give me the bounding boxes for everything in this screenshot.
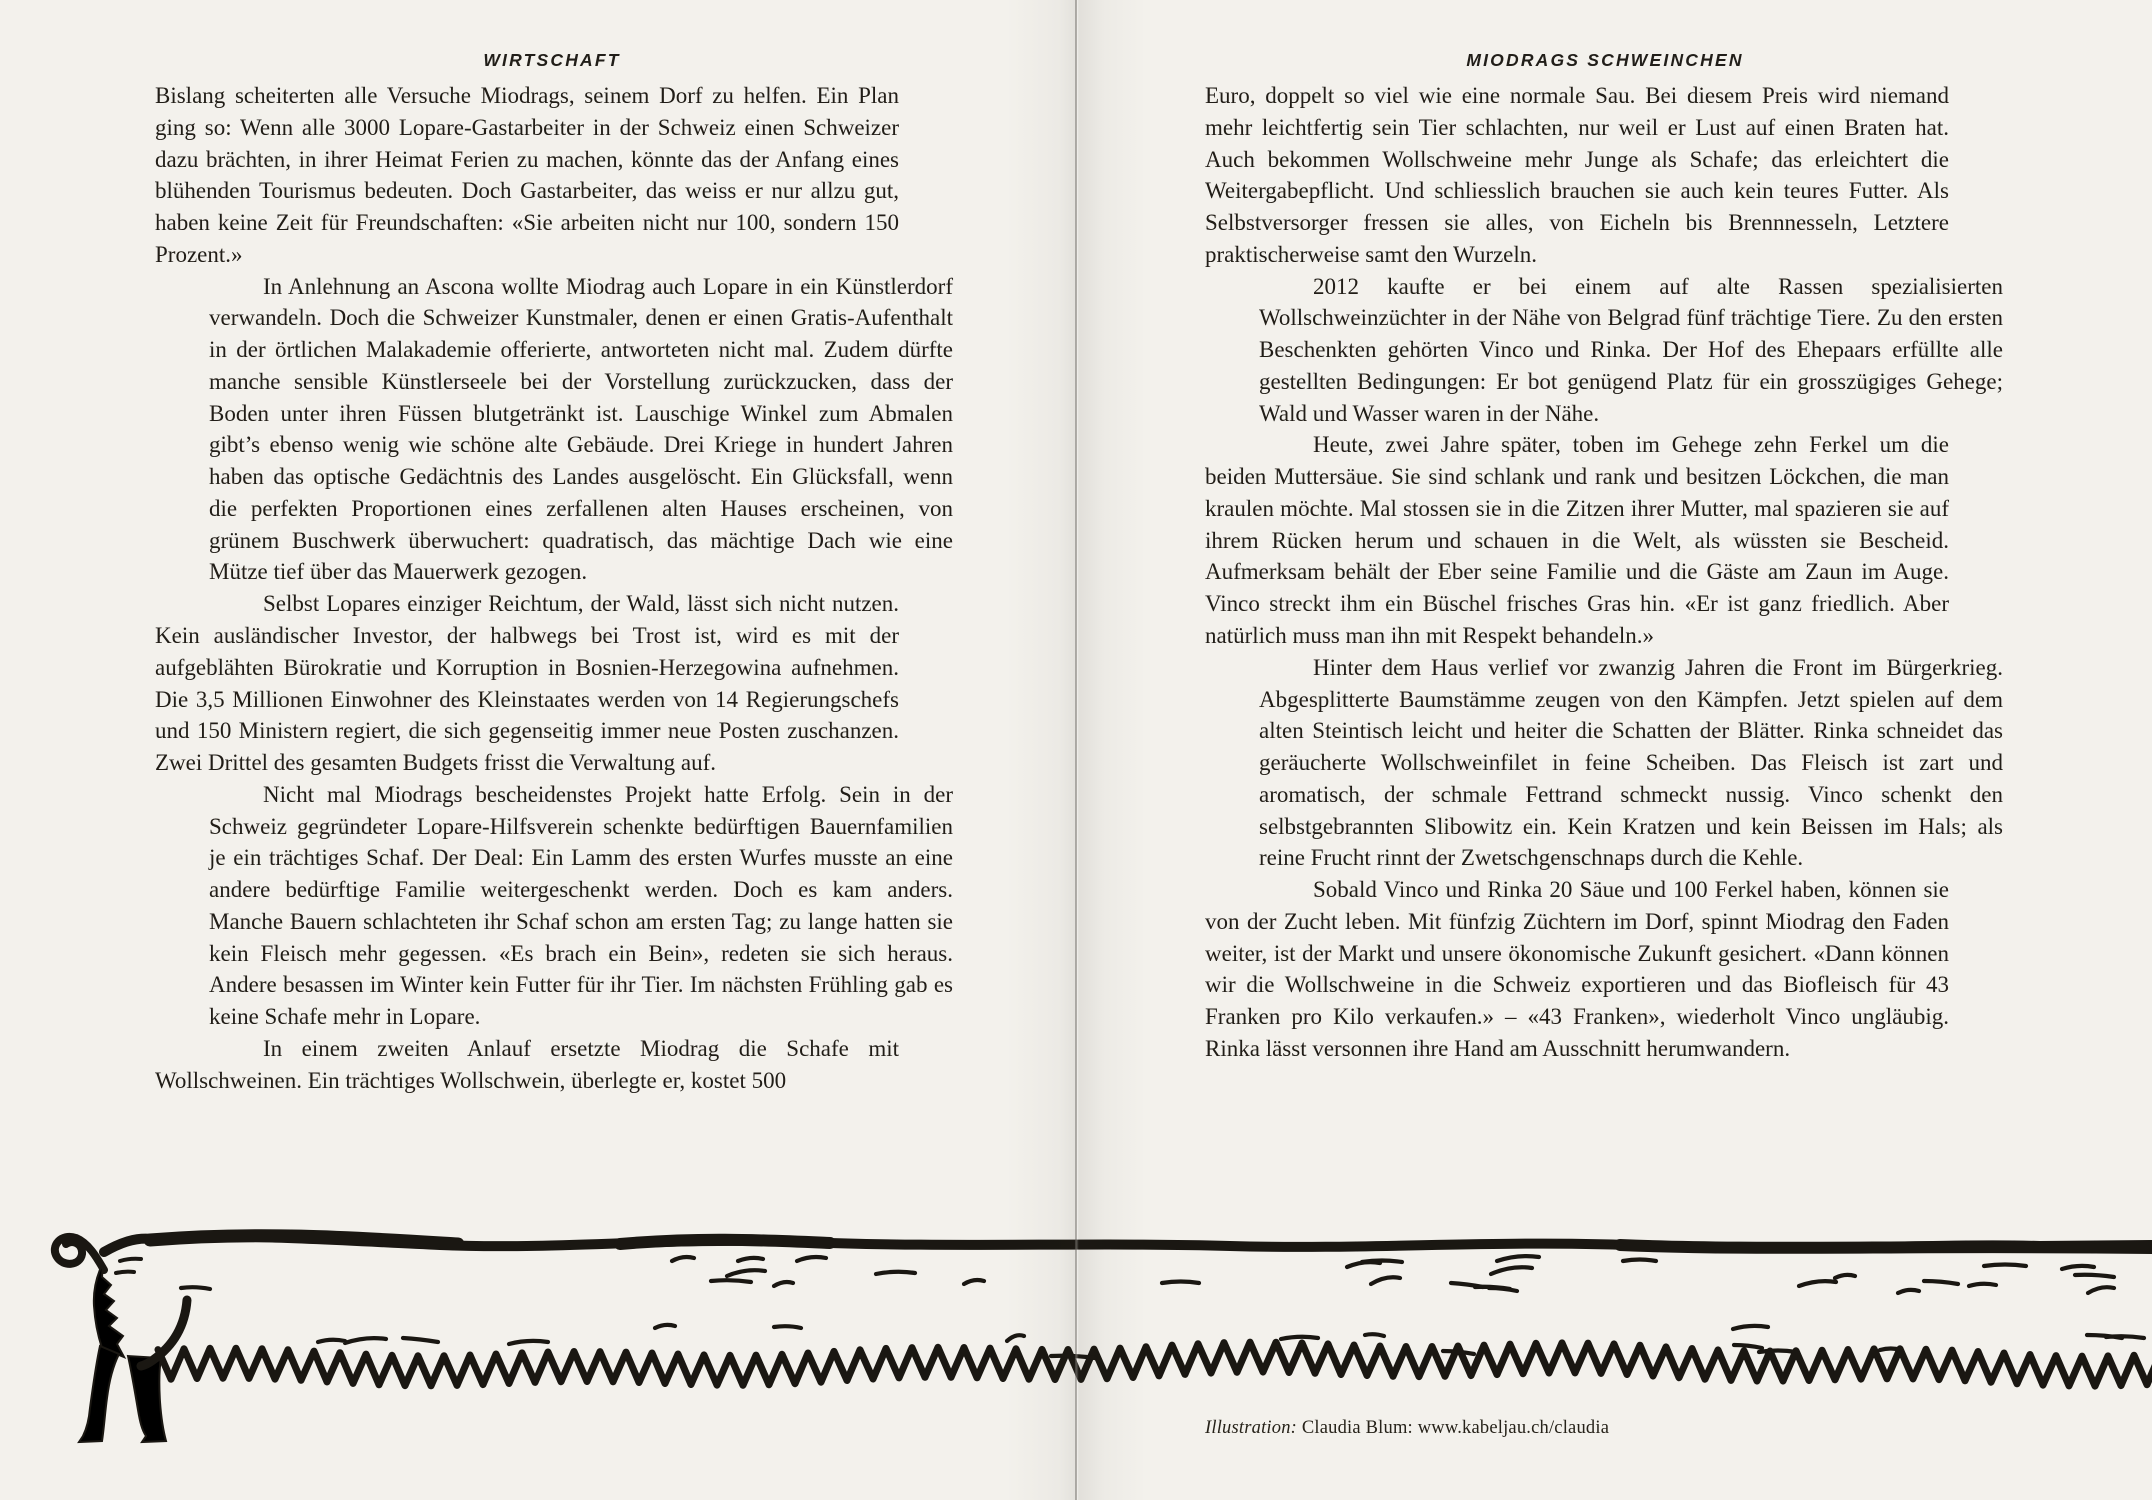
pig-back-line: [104, 1236, 2152, 1252]
text-column-right: [1205, 80, 2005, 1065]
pig-far-leg: [128, 1356, 166, 1442]
body-paragraph: Euro, doppelt so viel wie eine normale Sau. Bei diesem Preis wird niemand mehr leichtfertig sein Tier schlachten, nur weil er Lust auf einen Braten hat. Auch bekommen Wollschweine mehr Junge als Schafe; das erleichtert die Weitergabepflicht. Und schliesslich brauchen sie auch kein teures Futter. Als Selbstversorger fressen sie alles, von Eicheln bis Brennnesseln, Letztere praktischerweise samt den Wurzeln.: [1205, 83, 1949, 267]
credit-text: Claudia Blum: www.kabeljau.ch/claudia: [1301, 1418, 1610, 1438]
credit-label: Illustration:: [1205, 1418, 1298, 1438]
section-header: WIRTSCHAFT: [483, 50, 621, 70]
wool-pig-illustration: [0, 1160, 2152, 1500]
text-column-left: [155, 80, 955, 1097]
body-paragraph: Selbst Lopares einziger Reichtum, der Wald, lässt sich nicht nutzen. Kein ausländischer Investor, der halbwegs bei Trost ist, wird es mit der aufgeblähten Bürokratie und Korruption in Bosnien-Herzegowina aufnehmen. Die 3,5 Millionen Einwohner des Kleinstaates werden von 14 Regierungschefs und 150 Ministern regiert, die sich gegenseitig immer neue Posten zuschanzen. Zwei Drittel des gesamten Budgets frisst die Verwaltung auf.: [155, 591, 899, 776]
article-header: MIODRAGS SCHWEINCHEN: [1466, 50, 1744, 70]
pig-hind-leg: [79, 1346, 119, 1442]
pig-tail: [55, 1237, 104, 1270]
body-paragraph: In Anlehnung an Ascona wollte Miodrag auch Lopare in ein Künstlerdorf verwandeln. Doch die Schweizer Kunstmaler, denen er einen Gratis-Aufenthalt in der örtlichen Malakademie offerierte, antworteten nicht mal. Zudem dürfte manche sensible Künstlerseele bei der Vorstellung zurückzucken, dass der Boden unter ihren Füssen blutgetränkt ist. Lauschige Winkel zum Abmalen gibt’s ebenso wenig wie schöne alte Gebäude. Drei Kriege in hundert Jahren haben das optische Gedächtnis des Landes ausgelöscht. Ein Glücksfall, wenn die perfekten Proportionen eines zerfallenen alten Hauses erscheinen, von grünem Buschwerk überwuchert: quadratisch, das mächtige Dach wie eine Mütze tief über das Mauerwerk gezogen.: [209, 273, 953, 585]
pig-belly-zigzag: [158, 1342, 2152, 1386]
body-paragraph: Heute, zwei Jahre später, toben im Gehege zehn Ferkel um die beiden Muttersäue. Sie sind schlank und rank und besitzen Löckchen, die man kraulen möchte. Mal stossen sie in die Zitzen ihrer Mutter, mal spazieren sie auf ihrem Rücken herum und schauen in die Welt, als wüssten sie Bescheid. Aufmerksam behält der Eber seine Familie und die Gäste am Zaun im Auge. Vinco streckt ihm ein Büschel frisches Gras hin. «Er ist ganz friedlich. Aber natürlich muss man ihn mit Respekt behandeln.»: [1205, 432, 1949, 649]
body-paragraph: Hinter dem Haus verlief vor zwanzig Jahren die Front im Bürgerkrieg. Abgesplitterte Baumstämme zeugen von den Kämpfen. Jetzt spielen auf dem alten Steintisch leicht und heiter die Schatten der Blätter. Rinka schneidet das geräucherte Wollschweinfilet in feine Scheiben. Das Fleisch ist zart und aromatisch, der schmale Fettrand schmeckt nussig. Vinco schenkt den selbstgebrannten Slibowitz ein. Kein Kratzen und kein Beissen im Hals; als reine Frucht rinnt der Zwetschgenschnaps durch die Kehle.: [1259, 654, 2003, 871]
body-paragraph: 2012 kaufte er bei einem auf alte Rassen spezialisierten Wollschweinzüchter in der Nähe von Belgrad fünf trächtige Tiere. Zu den ersten Beschenkten gehörten Vinco und Rinka. Der Hof des Ehepaars erfüllte alle gestellten Bedingungen: Er bot genügend Platz für ein grosszügiges Gehege; Wald und Wasser waren in der Nähe.: [1259, 273, 2003, 426]
body-paragraph: Nicht mal Miodrags bescheidenstes Projekt hatte Erfolg. Sein in der Schweiz gegründeter Lopare-Hilfsverein schenkte bedürftigen Bauernfamilien je ein trächtiges Schaf. Der Deal: Ein Lamm des ersten Wurfes musste an eine andere bedürftige Familie weitergeschenkt werden. Doch es kam anders. Manche Bauern schlachteten ihr Schaf schon am ersten Tag; zu lange hatten sie kein Fleisch mehr gegessen. «Es brach ein Bein», redeten sie sich heraus. Andere besassen im Winter kein Futter für ihr Tier. Im nächsten Frühling gab es keine Schafe mehr in Lopare.: [209, 781, 953, 1030]
body-paragraph: In einem zweiten Anlauf ersetzte Miodrag die Schafe mit Wollschweinen. Ein trächtiges Wollschwein, überlegte er, kostet 500: [155, 1035, 899, 1093]
body-paragraph: Sobald Vinco und Rinka 20 Säue und 100 Ferkel haben, können sie von der Zucht leben. Mit fünfzig Züchtern im Dorf, spinnt Miodrag den Faden weiter, ist der Markt und unsere ökonomische Zukunft gesichert. «Dann können wir die Wollschweine in die Schweiz exportieren und das Biofleisch für 43 Franken pro Kilo verkaufen.» – «43 Franken», wiederholt Vinco ungläubig. Rinka lässt versonnen ihre Hand am Ausschnitt herumwandern.: [1205, 877, 1949, 1061]
body-paragraph: Bislang scheiterten alle Versuche Miodrags, seinem Dorf zu helfen. Ein Plan ging so: Wenn alle 3000 Lopare-Gastarbeiter in der Schweiz einen Schweizer dazu brächten, in ihrer Heimat Ferien zu machen, könnte das der Anfang eines blühenden Tourismus bedeuten. Doch Gastarbeiter, das weiss er nur allzu gut, haben keine Zeit für Freundschaften: «Sie arbeiten nicht nur 100, sondern 150 Prozent.»: [155, 83, 899, 267]
pig-rump-marks: [116, 1259, 141, 1273]
fur-texture: [181, 1256, 2144, 1358]
illustration-credit: [1205, 1416, 1609, 1440]
pig-rear: [94, 1263, 124, 1357]
